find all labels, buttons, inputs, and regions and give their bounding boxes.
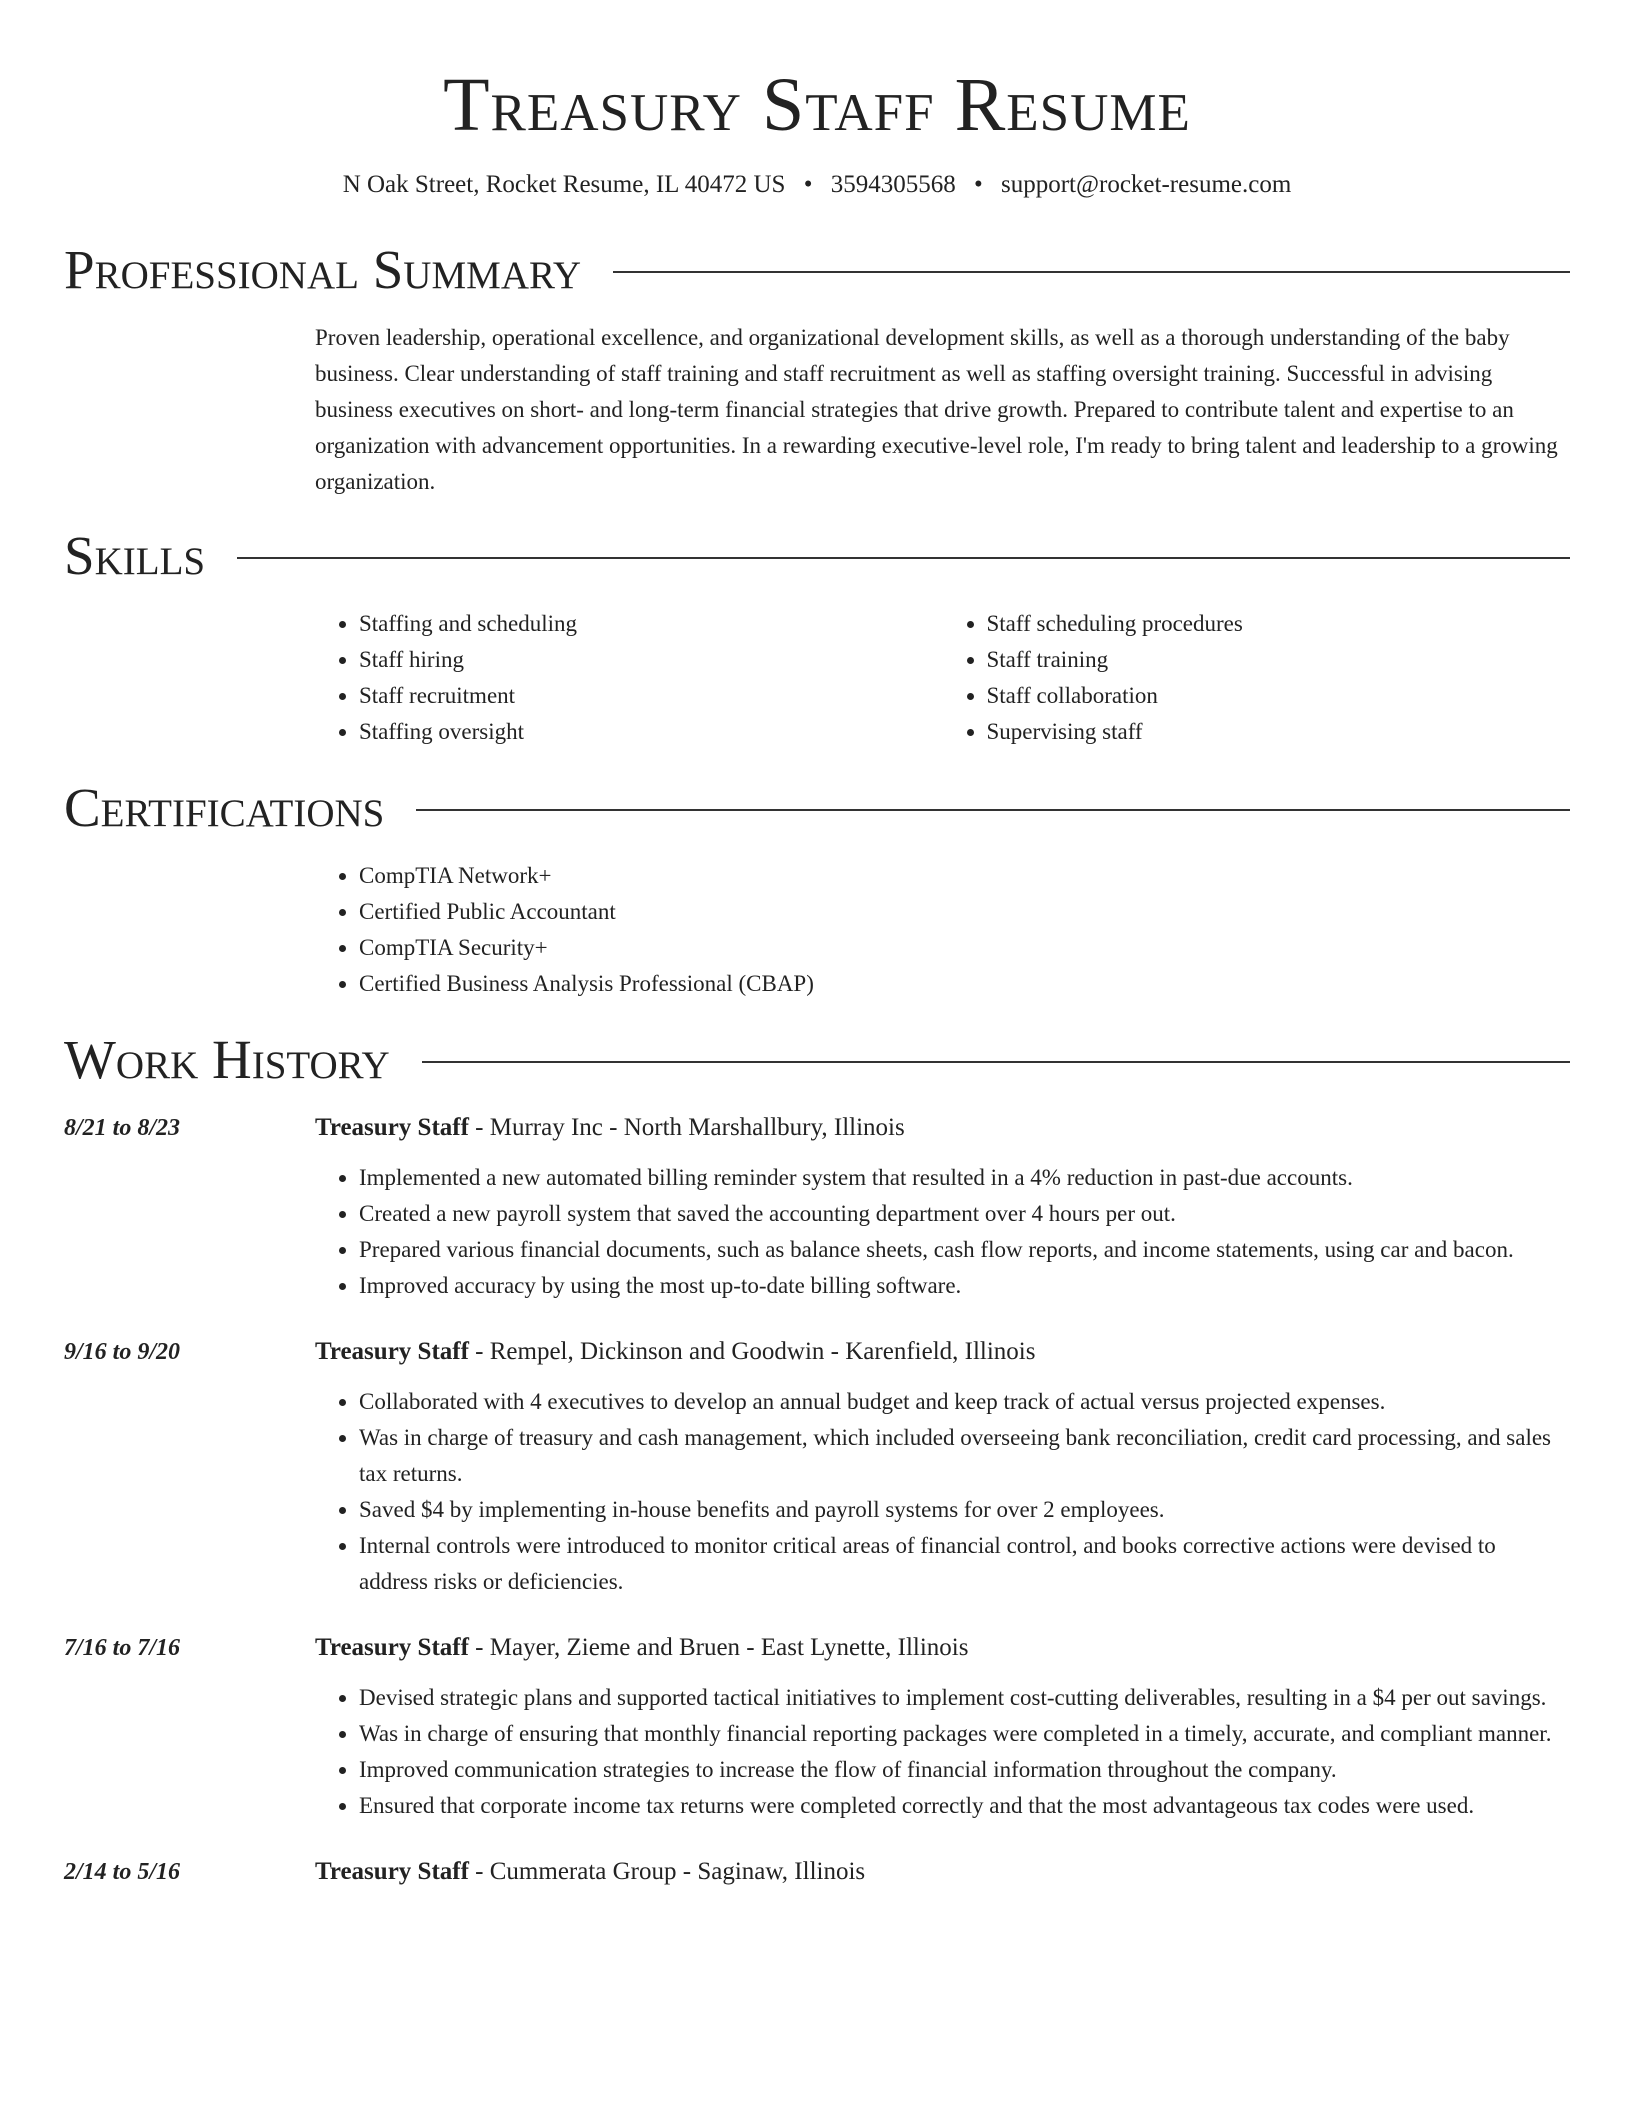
job-bullets (315, 1160, 1570, 1304)
job-bullet: • Implemented a new automated billing reminder system that resulted in a 4% reduction in past-due accounts. (359, 1160, 1570, 1196)
skill-item: • Staffing and scheduling (359, 606, 943, 642)
summary-section (64, 238, 1570, 500)
job-bullet: • Devised strategic plans and supported tactical initiatives to implement cost-cutting deliverables, resulting in a $4 per out savings. (359, 1680, 1570, 1716)
skill-item: • Staff recruitment (359, 678, 943, 714)
certifications-section (64, 776, 1570, 1002)
job-details: - Murray Inc - North Marshallbury, Illinois (468, 1114, 905, 1141)
job-main (315, 1854, 1570, 1904)
certification-item: • Certified Public Accountant (359, 894, 1570, 930)
certification-item: • CompTIA Security+ (359, 930, 1570, 966)
summary-text: Proven leadership, operational excellence, and organizational development skills, as well as a thorough understanding of the baby business. Clear understanding of staff training and staff recruitment as well as staffing oversight training. Successful in advising business executives on short- and long-term financial strategies that drive growth. Prepared to contribute talent and expertise to an organization with advancement opportunities. In a rewarding executive-level role, I'm ready to bring talent and leadership to a growing organization. (315, 325, 1558, 494)
job-bullet: • Saved $4 by implementing in-house benefits and payroll systems for over 2 employees. (359, 1492, 1570, 1528)
contact-separator: • (803, 171, 813, 198)
job-bullets (315, 1680, 1570, 1824)
job-main (315, 1630, 1570, 1824)
section-title-work-history: Work History (64, 1029, 390, 1090)
skills-list-right (943, 606, 1571, 750)
job-details: - Mayer, Zieme and Bruen - East Lynette, Illinois (468, 1634, 969, 1661)
work-history-section (64, 1028, 1570, 1904)
contact-email[interactable]: support@rocket-resume.com (1000, 171, 1292, 198)
job-bullets (315, 1384, 1570, 1600)
skills-grid (315, 606, 1570, 750)
contact-line (64, 168, 1570, 202)
certifications-list (315, 858, 1570, 1002)
certifications-header (64, 776, 1570, 840)
skill-item: • Staff training (987, 642, 1571, 678)
job-bullet: • Was in charge of ensuring that monthly financial reporting packages were completed in a timely, accurate, and compliant manner. (359, 1716, 1570, 1752)
contact-separator: • (973, 171, 983, 198)
job-details: - Cummerata Group - Saginaw, Illinois (468, 1858, 866, 1885)
job-dates: 8/21 to 8/23 (64, 1115, 181, 1141)
certification-item: • Certified Business Analysis Professional (CBAP) (359, 966, 1570, 1002)
job-list (64, 1110, 1570, 1904)
skills-section (64, 524, 1570, 750)
skill-item: • Staff scheduling procedures (987, 606, 1571, 642)
job-dates: 7/16 to 7/16 (64, 1635, 181, 1661)
section-title-certifications: Certifications (64, 777, 385, 838)
skills-list-left (315, 606, 943, 750)
skills-header (64, 524, 1570, 588)
job-bullet: • Was in charge of treasury and cash management, which included overseeing bank reconciliation, credit card processing, and sales tax returns. (359, 1420, 1570, 1492)
job-heading (315, 1630, 1570, 1666)
certifications-body (315, 858, 1570, 1002)
job-bullet: • Internal controls were introduced to monitor critical areas of financial control, and books corrective actions were devised to address risks or deficiencies. (359, 1528, 1570, 1600)
job-role: Treasury Staff (315, 1634, 469, 1661)
job-entry (64, 1110, 1570, 1304)
resume-title: Treasury Staff Resume (443, 63, 1191, 147)
skills-body (315, 606, 1570, 750)
summary-body (315, 320, 1570, 500)
job-role: Treasury Staff (315, 1858, 469, 1885)
skill-item: • Staffing oversight (359, 714, 943, 750)
skill-item: • Supervising staff (987, 714, 1571, 750)
job-entry (64, 1630, 1570, 1824)
job-dates: 9/16 to 9/20 (64, 1339, 181, 1365)
job-entry (64, 1854, 1570, 1904)
job-heading (315, 1334, 1570, 1370)
summary-header (64, 238, 1570, 302)
section-title-skills: Skills (64, 525, 206, 586)
contact-address: N Oak Street, Rocket Resume, IL 40472 US (342, 171, 786, 198)
job-bullet: • Prepared various financial documents, such as balance sheets, cash flow reports, and income statements, using car and bacon. (359, 1232, 1570, 1268)
job-role: Treasury Staff (315, 1338, 469, 1365)
work-history-header (64, 1028, 1570, 1092)
job-main (315, 1334, 1570, 1600)
job-bullet: • Created a new payroll system that saved the accounting department over 4 hours per out. (359, 1196, 1570, 1232)
job-bullet: • Ensured that corporate income tax returns were completed correctly and that the most advantageous tax codes were used. (359, 1788, 1570, 1824)
section-divider (422, 1061, 1570, 1063)
certification-item: • CompTIA Network+ (359, 858, 1570, 894)
section-divider (237, 557, 1570, 559)
skill-item: • Staff collaboration (987, 678, 1571, 714)
section-divider (613, 271, 1570, 273)
resume-page (64, 0, 1570, 1904)
job-bullet: • Improved accuracy by using the most up-to-date billing software. (359, 1268, 1570, 1304)
contact-phone: 3594305568 (830, 171, 956, 198)
job-heading (315, 1110, 1570, 1146)
job-role: Treasury Staff (315, 1114, 469, 1141)
job-bullet: • Collaborated with 4 executives to develop an annual budget and keep track of actual versus projected expenses. (359, 1384, 1570, 1420)
job-main (315, 1110, 1570, 1304)
job-dates: 2/14 to 5/16 (64, 1859, 181, 1885)
job-details: - Rempel, Dickinson and Goodwin - Karenfield, Illinois (468, 1338, 1036, 1365)
skill-item: • Staff hiring (359, 642, 943, 678)
job-entry (64, 1334, 1570, 1600)
job-bullet: • Improved communication strategies to increase the flow of financial information throughout the company. (359, 1752, 1570, 1788)
section-divider (416, 809, 1570, 811)
section-title-summary: Professional Summary (64, 239, 582, 300)
job-heading (315, 1854, 1570, 1890)
